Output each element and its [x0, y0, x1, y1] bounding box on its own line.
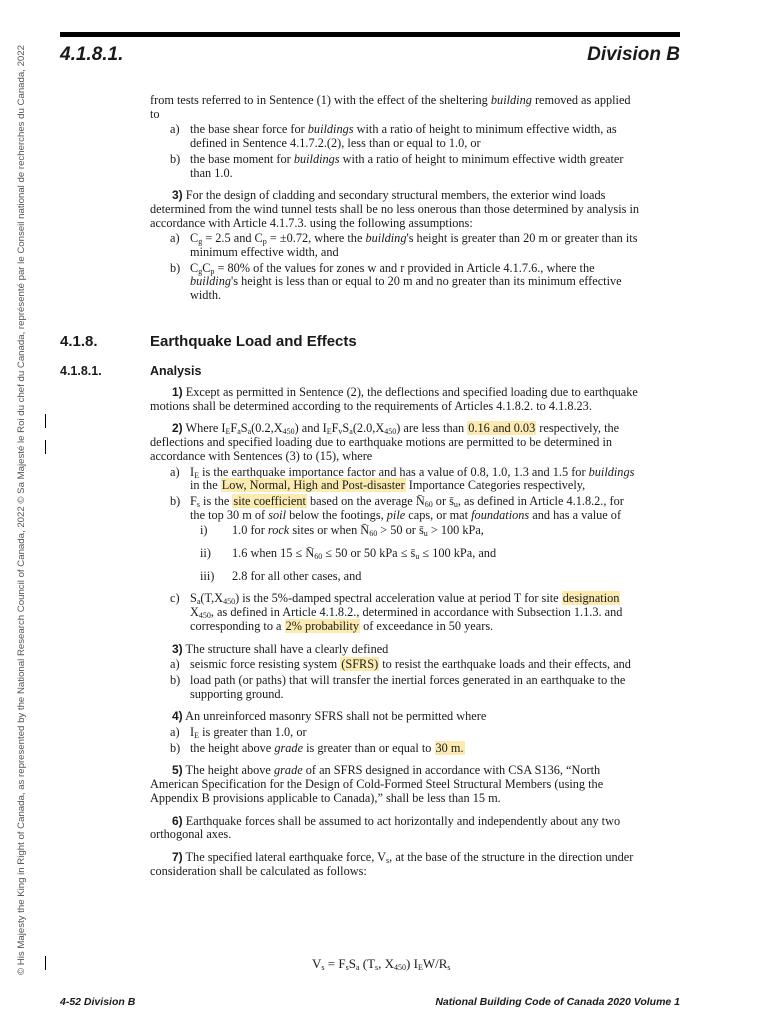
sentence-5: 5) The height above grade of an SFRS designed in accordance with CSA S136, “North American Specification for the Design of Cold-Formed Steel Structural Members (using the Appendix B provisions applicable to Canada),” shall be less than 15 m.: [150, 763, 604, 805]
sentence-2: 2) Where $I_EF_aS_a(0.2,X_{450})$ and $I_EF_vS_a(2.0,X_{450})$ are less than 0.16 and 0.03 respectively, the deflections and specified loading due to earthquake motions are permitted to be determined in accordance with Sentences (3) to (15), where: [150, 421, 620, 463]
sentence-7: 7) The specified lateral earthquake force, $V_s$, at the base of the structure in the direction under consideration shall be calculated as follows:: [150, 849, 634, 878]
sub-item-iii: iii) 2.8 for all other cases, and: [200, 568, 362, 583]
list-item-a: a) seismic force resisting system (SFRS) to resist the earthquake loads and their effects, and: [170, 657, 631, 672]
footer-publication: National Building Code of Canada 2020 Volume 1: [435, 996, 680, 1008]
footer-page-number: 4-52 Division B: [60, 996, 136, 1008]
section-number: 4.1.8.: [60, 333, 98, 350]
list-item-b: b) the base moment for buildings with a ratio of height to minimum effective width greater than 1.0.: [170, 151, 624, 180]
list-item-a: a) $I_E$ is the earthquake importance factor and has a value of 0.8, 1.0, 1.3 and 1.5 for buildings in the Low, Normal, High and Post-disaster Importance Categories respectively,: [170, 464, 635, 493]
sub-item-i: i) 1.0 for rock sites or when $N̄_{60} > 50$ or $s̄_u > 100$ kPa,: [200, 523, 484, 539]
page-body-top: [150, 94, 640, 312]
sub-item-ii: ii) 1.6 when $15 \le N̄_{60} \le 50$ or 50 kPa ≤ $s̄_u \le 100$ kPa, and: [200, 546, 497, 562]
change-bar: [45, 440, 46, 454]
list-item-b: b) the height above grade is greater than or equal to 30 m.: [170, 740, 464, 755]
highlight: 2% probability: [285, 618, 360, 633]
running-header-article: 4.1.8.1.: [60, 44, 124, 65]
list-item-c: c) $S_a(T,X_{450})$ is the 5%-damped spectral acceleration value at period T for site designation $X_{450}$, as defined in Article 4.1.8.2., determined in accordance with Subsection 1.1.3. and corresponding to a 2% probability of exceedance in 50 years.: [170, 591, 623, 633]
sentence-1: 1) Except as permitted in Sentence (2), the deflections and specified loading due to earthquake motions shall be determined according to the requirements of Articles 4.1.8.2. to 4.1.8.23.: [150, 385, 638, 413]
running-header-division: Division B: [587, 44, 680, 65]
list-item-b: b) load path (or paths) that will transfer the inertial forces generated in an earthquake to the supporting ground.: [170, 672, 626, 701]
sentence-3: 3) The structure shall have a clearly defined: [172, 641, 389, 656]
change-bar: [45, 956, 46, 970]
list-item-b: b) $C_gC_p = 80\%$ of the values for zones w and r provided in Article 4.1.7.6., where the building's height is less than or equal to 20 m and no greater than its minimum effective width.: [170, 260, 622, 303]
continued-paragraph: from tests referred to in Sentence (1) with the effect of the sheltering building removed as applied to: [150, 93, 631, 121]
article-number: 4.1.8.1.: [60, 364, 102, 378]
copyright-side-note: [12, 40, 28, 980]
base-shear-formula: $V_s = F_sS_a$ ($T_s$, $X_{450}$) $I_EW/R_s$: [312, 956, 451, 972]
highlight: (SFRS): [341, 657, 379, 672]
change-bar: [45, 414, 46, 428]
list-item-a: a) $C_g = 2.5$ and $C_p = \pm 0.72$, where the building's height is greater than 20 m or greater than its minimum effective width, and: [170, 231, 638, 260]
page-body-main: [150, 386, 640, 887]
section-title: Earthquake Load and Effects: [150, 333, 357, 350]
list-item-a: a) $I_E$ is greater than 1.0, or: [170, 725, 307, 741]
list-item-a: a) the base shear force for buildings with a ratio of height to minimum effective width, as defined in Sentence 4.1.7.2.(2), less than or equal to 1.0, or: [170, 122, 617, 151]
header-rule: [60, 32, 680, 37]
sentence-6: 6) Earthquake forces shall be assumed to act horizontally and independently about any two orthogonal axes.: [150, 813, 621, 842]
list-item-b: b) $F_s$ is the site coefficient based on the average $N̄_{60}$ or $s̄_u$, as defined in Article 4.1.8.2., for the top 30 m of soil below the footings, pile caps, or mat foundations and has a value of: [170, 493, 624, 522]
highlight: site coefficient: [233, 493, 306, 508]
highlight: Low, Normal, High and Post-disaster: [221, 478, 405, 493]
highlight: 0.16 and 0.03: [468, 421, 536, 436]
copyright-text: © His Majesty the King in Right of Canada, as represented by the National Research Council of Canada, 2022 © Sa Majesté le Roi du chef du Canada, représenté par le Conseil national de recherches du Canada, 2022: [15, 68, 26, 975]
highlight: designation: [562, 591, 620, 606]
sentence-3: 3) For the design of cladding and secondary structural members, the exterior wind loads determined from the wind tunnel tests shall be no less onerous than those determined by analysis in accordance with Article 4.1.7.3. using the following assumptions:: [150, 188, 640, 230]
article-title: Analysis: [150, 364, 202, 378]
highlight: 30 m.: [435, 740, 464, 755]
sentence-4: 4) An unreinforced masonry SFRS shall not be permitted where: [172, 709, 487, 724]
